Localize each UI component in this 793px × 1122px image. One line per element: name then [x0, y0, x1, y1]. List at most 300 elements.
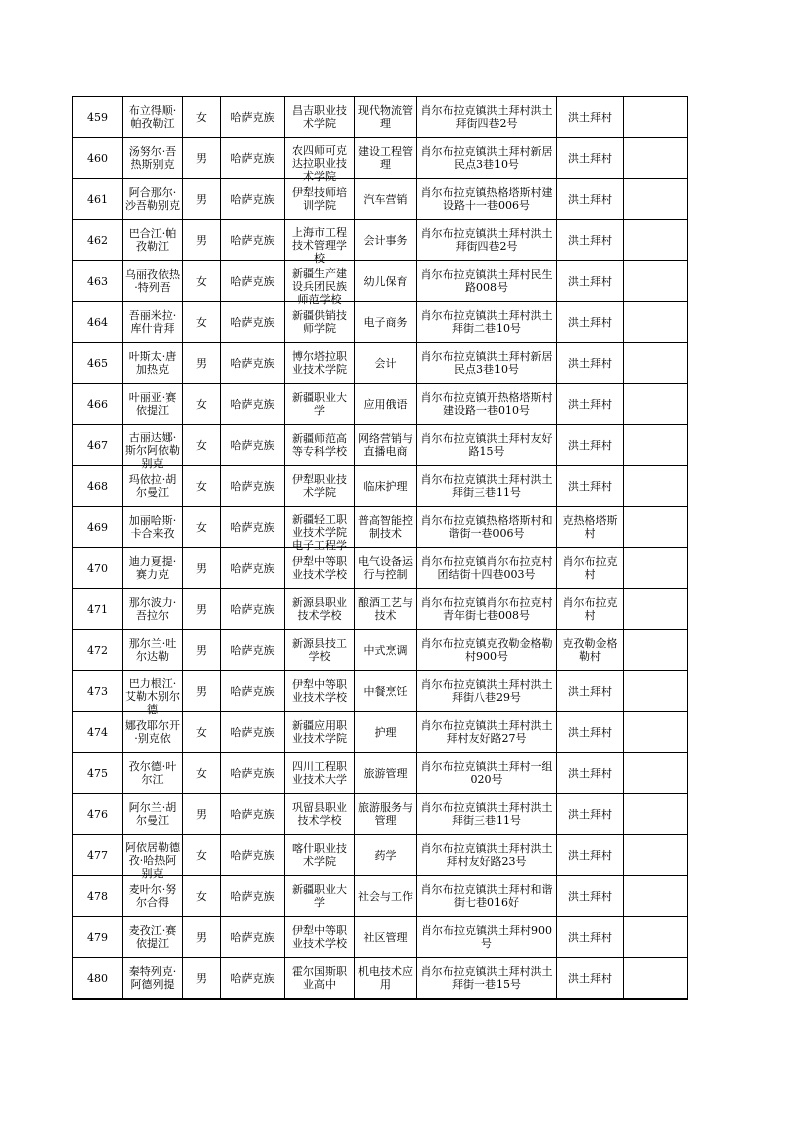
name-cell-text: 麦叶尔·努尔合得 — [128, 883, 177, 909]
gender-cell — [183, 507, 221, 548]
gender-cell-text: 女 — [196, 274, 207, 288]
village-cell — [557, 630, 624, 671]
village-cell-text: 洪土拜村 — [568, 110, 612, 124]
gender-cell — [183, 548, 221, 589]
village-cell — [557, 507, 624, 548]
address-cell-text: 肖尔布拉克镇热格塔斯村建设路十一巷006号 — [420, 186, 553, 212]
name-cell-text: 吾丽米拉·库什肯拜 — [128, 309, 177, 335]
major-cell — [355, 220, 417, 261]
name-cell-text: 叶斯太·唐加热克 — [128, 350, 177, 376]
gender-cell-text: 女 — [196, 479, 207, 493]
row-number-cell — [73, 712, 123, 753]
ethnicity-cell-text: 哈萨克族 — [230, 930, 275, 944]
address-cell-text: 肖尔布拉克镇洪土拜村洪土拜街三巷11号 — [420, 473, 553, 499]
note-cell — [624, 179, 688, 220]
major-cell-text: 中餐烹饪 — [363, 684, 408, 698]
table-row — [73, 548, 688, 589]
table-row — [73, 179, 688, 220]
row-number-cell — [73, 876, 123, 917]
table-row — [73, 958, 688, 1000]
school-cell-text: 新疆应用职业技术学院 — [292, 719, 347, 745]
school-cell-text: 新疆轻工职业技术学院电子工程学 — [292, 513, 347, 552]
name-cell — [123, 958, 183, 1000]
gender-cell — [183, 425, 221, 466]
school-cell — [285, 794, 355, 835]
ethnicity-cell-text: 哈萨克族 — [230, 889, 275, 903]
table-row — [73, 343, 688, 384]
name-cell-text: 叶丽亚·赛依提江 — [128, 391, 177, 417]
gender-cell-text: 女 — [196, 110, 207, 124]
address-cell-text: 肖尔布拉克镇洪土拜村洪土拜村友好路27号 — [420, 719, 553, 745]
school-cell-text: 四川工程职业技术大学 — [292, 760, 347, 786]
ethnicity-cell — [221, 507, 285, 548]
gender-cell-text: 男 — [196, 561, 207, 575]
ethnicity-cell — [221, 835, 285, 876]
school-cell-text: 伊犁职业技术学院 — [292, 473, 347, 499]
row-number-cell — [73, 630, 123, 671]
major-cell — [355, 753, 417, 794]
name-cell — [123, 548, 183, 589]
gender-cell-text: 女 — [196, 766, 207, 780]
village-cell-text: 洪土拜村 — [568, 151, 612, 165]
ethnicity-cell — [221, 876, 285, 917]
note-cell — [624, 589, 688, 630]
ethnicity-cell — [221, 97, 285, 138]
ethnicity-cell-text: 哈萨克族 — [230, 438, 275, 452]
row-number-cell-text: 461 — [87, 192, 108, 206]
note-cell — [624, 466, 688, 507]
gender-cell — [183, 179, 221, 220]
major-cell — [355, 917, 417, 958]
note-cell — [624, 835, 688, 876]
row-number-cell-text: 476 — [87, 807, 108, 821]
school-cell — [285, 917, 355, 958]
village-cell — [557, 179, 624, 220]
table-row — [73, 384, 688, 425]
major-cell — [355, 548, 417, 589]
ethnicity-cell-text: 哈萨克族 — [230, 110, 275, 124]
address-cell-text: 肖尔布拉克镇开热格塔斯村建设路一巷010号 — [420, 391, 553, 417]
major-cell — [355, 425, 417, 466]
gender-cell — [183, 917, 221, 958]
row-number-cell — [73, 302, 123, 343]
school-cell — [285, 302, 355, 343]
school-cell — [285, 671, 355, 712]
name-cell-text: 古丽达娜·斯尔阿依勒别克 — [125, 431, 180, 470]
school-cell — [285, 958, 355, 1000]
note-cell — [624, 302, 688, 343]
address-cell-text: 肖尔布拉克镇洪土拜村一组020号 — [420, 760, 553, 786]
note-cell — [624, 261, 688, 302]
major-cell — [355, 794, 417, 835]
note-cell — [624, 753, 688, 794]
table-row — [73, 97, 688, 138]
name-cell — [123, 589, 183, 630]
name-cell-text: 阿依居勒德孜·哈热阿别克 — [125, 841, 180, 880]
village-cell-text: 洪土拜村 — [568, 889, 612, 903]
table-row — [73, 261, 688, 302]
school-cell — [285, 589, 355, 630]
table-row — [73, 138, 688, 179]
address-cell-text: 肖尔布拉克镇洪土拜村和谐街七巷016好 — [420, 883, 553, 909]
row-number-cell — [73, 261, 123, 302]
school-cell-text: 伊犁中等职业技术学校 — [292, 924, 347, 950]
school-cell — [285, 97, 355, 138]
gender-cell — [183, 261, 221, 302]
name-cell — [123, 97, 183, 138]
row-number-cell-text: 467 — [87, 438, 108, 452]
school-cell-text: 昌吉职业技术学院 — [292, 104, 347, 130]
school-cell-text: 伊犁技师培训学院 — [292, 186, 347, 212]
address-cell — [417, 97, 557, 138]
village-cell-text: 肖尔布拉克村 — [562, 596, 618, 622]
ethnicity-cell-text: 哈萨克族 — [230, 643, 275, 657]
row-number-cell — [73, 220, 123, 261]
village-cell-text: 洪土拜村 — [568, 479, 612, 493]
school-cell-text: 农四师可克达拉职业技术学院 — [292, 144, 347, 183]
gender-cell — [183, 589, 221, 630]
address-cell — [417, 794, 557, 835]
ethnicity-cell-text: 哈萨克族 — [230, 520, 275, 534]
ethnicity-cell — [221, 261, 285, 302]
address-cell — [417, 384, 557, 425]
name-cell — [123, 220, 183, 261]
school-cell-text: 新源县技工学校 — [292, 637, 347, 663]
address-cell-text: 肖尔布拉克镇洪土拜村洪土拜街三巷11号 — [420, 801, 553, 827]
roster-table — [72, 96, 688, 1000]
row-number-cell-text: 468 — [87, 479, 108, 493]
village-cell — [557, 917, 624, 958]
address-cell — [417, 302, 557, 343]
row-number-cell-text: 478 — [87, 889, 108, 903]
gender-cell-text: 男 — [196, 233, 207, 247]
address-cell — [417, 917, 557, 958]
note-cell — [624, 712, 688, 753]
ethnicity-cell-text: 哈萨克族 — [230, 356, 275, 370]
table-row — [73, 671, 688, 712]
row-number-cell — [73, 425, 123, 466]
address-cell-text: 肖尔布拉克镇洪土拜村新居民点3巷10号 — [420, 145, 553, 171]
gender-cell — [183, 220, 221, 261]
major-cell — [355, 876, 417, 917]
name-cell — [123, 876, 183, 917]
roster-body — [73, 97, 688, 1000]
major-cell-text: 电气设备运行与控制 — [358, 555, 413, 581]
school-cell — [285, 507, 355, 552]
table-row — [73, 712, 688, 753]
ethnicity-cell-text: 哈萨克族 — [230, 848, 275, 862]
village-cell-text: 肖尔布拉克村 — [562, 555, 618, 581]
note-cell — [624, 425, 688, 466]
village-cell — [557, 97, 624, 138]
major-cell — [355, 179, 417, 220]
name-cell-text: 孜尔德·叶尔江 — [128, 760, 177, 786]
table-row — [73, 794, 688, 835]
name-cell — [123, 917, 183, 958]
school-cell-text: 博尔塔拉职业技术学院 — [292, 350, 347, 376]
major-cell-text: 临床护理 — [363, 479, 408, 493]
row-number-cell-text: 470 — [87, 561, 108, 575]
roster-sheet — [72, 96, 688, 1000]
address-cell-text: 肖尔布拉克镇洪土拜村洪土拜街二巷10号 — [420, 309, 553, 335]
ethnicity-cell-text: 哈萨克族 — [230, 479, 275, 493]
village-cell-text: 克孜勒金格勒村 — [562, 637, 618, 663]
school-cell — [285, 343, 355, 384]
gender-cell-text: 男 — [196, 930, 207, 944]
table-row — [73, 425, 688, 466]
note-cell — [624, 343, 688, 384]
row-number-cell-text: 472 — [87, 643, 108, 657]
ethnicity-cell — [221, 343, 285, 384]
school-cell — [285, 220, 355, 265]
school-cell-text: 霍尔国斯职业高中 — [292, 965, 347, 991]
gender-cell — [183, 958, 221, 1000]
school-cell — [285, 466, 355, 507]
note-cell — [624, 384, 688, 425]
major-cell-text: 酿酒工艺与技术 — [358, 596, 413, 622]
note-cell — [624, 97, 688, 138]
village-cell-text: 洪土拜村 — [568, 684, 612, 698]
name-cell-text: 娜孜耶尔开·别克依 — [125, 719, 180, 745]
name-cell-text: 那尔波力·吾拉尔 — [128, 596, 177, 622]
major-cell-text: 会计 — [374, 356, 397, 370]
gender-cell-text: 女 — [196, 520, 207, 534]
address-cell — [417, 507, 557, 548]
village-cell — [557, 589, 624, 630]
gender-cell-text: 男 — [196, 602, 207, 616]
village-cell-text: 克热格塔斯村 — [562, 514, 618, 540]
major-cell-text: 社区管理 — [363, 930, 408, 944]
village-cell-text: 洪土拜村 — [568, 930, 612, 944]
name-cell-text: 加丽哈斯·卡合来孜 — [128, 514, 177, 540]
major-cell-text: 会计事务 — [363, 233, 408, 247]
ethnicity-cell-text: 哈萨克族 — [230, 151, 275, 165]
school-cell — [285, 876, 355, 917]
village-cell-text: 洪土拜村 — [568, 356, 612, 370]
school-cell-text: 巩留县职业技术学校 — [292, 801, 347, 827]
name-cell — [123, 302, 183, 343]
ethnicity-cell-text: 哈萨克族 — [230, 684, 275, 698]
name-cell — [123, 261, 183, 302]
row-number-cell-text: 466 — [87, 397, 108, 411]
ethnicity-cell-text: 哈萨克族 — [230, 561, 275, 575]
name-cell-text: 玛依拉·胡尔曼江 — [128, 473, 177, 499]
name-cell-text: 阿合那尔·沙吾勒别克 — [125, 186, 180, 212]
address-cell-text: 肖尔布拉克镇肖尔布拉克村青年街七巷008号 — [420, 596, 553, 622]
address-cell — [417, 630, 557, 671]
village-cell — [557, 261, 624, 302]
village-cell-text: 洪土拜村 — [568, 192, 612, 206]
village-cell — [557, 220, 624, 261]
row-number-cell — [73, 917, 123, 958]
major-cell — [355, 835, 417, 876]
gender-cell-text: 男 — [196, 684, 207, 698]
row-number-cell-text: 463 — [87, 274, 108, 288]
address-cell-text: 肖尔布拉克镇洪土拜村友好路15号 — [420, 432, 553, 458]
address-cell-text: 肖尔布拉克镇洪土拜村洪土拜村友好路23号 — [420, 842, 553, 868]
major-cell-text: 幼儿保育 — [363, 274, 408, 288]
note-cell — [624, 917, 688, 958]
address-cell — [417, 548, 557, 589]
address-cell — [417, 835, 557, 876]
gender-cell-text: 男 — [196, 356, 207, 370]
major-cell-text: 网络营销与直播电商 — [358, 432, 413, 458]
name-cell — [123, 630, 183, 671]
row-number-cell-text: 480 — [87, 971, 108, 985]
village-cell — [557, 753, 624, 794]
village-cell-text: 洪土拜村 — [568, 274, 612, 288]
village-cell-text: 洪土拜村 — [568, 848, 612, 862]
ethnicity-cell — [221, 671, 285, 712]
address-cell — [417, 261, 557, 302]
village-cell — [557, 835, 624, 876]
school-cell-text: 新源县职业技术学校 — [292, 596, 347, 622]
note-cell — [624, 671, 688, 712]
ethnicity-cell — [221, 753, 285, 794]
village-cell — [557, 876, 624, 917]
gender-cell — [183, 876, 221, 917]
row-number-cell-text: 479 — [87, 930, 108, 944]
school-cell-text: 喀什职业技术学院 — [292, 842, 347, 868]
name-cell — [123, 794, 183, 835]
address-cell — [417, 466, 557, 507]
note-cell — [624, 876, 688, 917]
row-number-cell-text: 471 — [87, 602, 108, 616]
name-cell-text: 巴合江·帕孜勒江 — [128, 227, 177, 253]
row-number-cell — [73, 179, 123, 220]
ethnicity-cell — [221, 589, 285, 630]
village-cell — [557, 712, 624, 753]
ethnicity-cell — [221, 179, 285, 220]
address-cell — [417, 425, 557, 466]
address-cell-text: 肖尔布拉克镇肖尔布拉克村团结街十四巷003号 — [420, 555, 553, 581]
table-row — [73, 630, 688, 671]
note-cell — [624, 794, 688, 835]
school-cell — [285, 753, 355, 794]
row-number-cell — [73, 753, 123, 794]
name-cell-text: 迪力夏提·赛力克 — [128, 555, 177, 581]
major-cell — [355, 138, 417, 179]
school-cell-text: 上海市工程技术管理学校 — [292, 226, 347, 265]
major-cell-text: 机电技术应用 — [358, 965, 413, 991]
school-cell-text: 新疆职业大学 — [292, 391, 347, 417]
major-cell-text: 普高智能控制技术 — [358, 514, 413, 540]
ethnicity-cell-text: 哈萨克族 — [230, 602, 275, 616]
gender-cell — [183, 302, 221, 343]
major-cell — [355, 466, 417, 507]
row-number-cell — [73, 835, 123, 876]
row-number-cell-text: 469 — [87, 520, 108, 534]
gender-cell — [183, 835, 221, 876]
name-cell-text: 麦孜江·赛依提江 — [128, 924, 177, 950]
major-cell — [355, 671, 417, 712]
note-cell — [624, 507, 688, 548]
row-number-cell — [73, 138, 123, 179]
note-cell — [624, 220, 688, 261]
major-cell — [355, 343, 417, 384]
major-cell — [355, 589, 417, 630]
table-row — [73, 835, 688, 876]
school-cell-text: 伊犁中等职业技术学校 — [292, 555, 347, 581]
address-cell — [417, 343, 557, 384]
gender-cell-text: 男 — [196, 971, 207, 985]
ethnicity-cell — [221, 794, 285, 835]
gender-cell — [183, 794, 221, 835]
address-cell-text: 肖尔布拉克镇洪土拜村洪土拜街八巷29号 — [420, 678, 553, 704]
name-cell — [123, 138, 183, 179]
school-cell-text: 新疆生产建设兵团民族师范学校 — [292, 267, 347, 306]
major-cell — [355, 958, 417, 1000]
village-cell-text: 洪土拜村 — [568, 315, 612, 329]
major-cell-text: 建设工程管理 — [358, 145, 413, 171]
ethnicity-cell — [221, 302, 285, 343]
address-cell-text: 肖尔布拉克镇热格塔斯村和谐街一巷006号 — [420, 514, 553, 540]
row-number-cell-text: 475 — [87, 766, 108, 780]
ethnicity-cell — [221, 548, 285, 589]
gender-cell — [183, 630, 221, 671]
name-cell — [123, 343, 183, 384]
major-cell-text: 药学 — [374, 848, 397, 862]
major-cell — [355, 630, 417, 671]
row-number-cell — [73, 507, 123, 548]
major-cell-text: 电子商务 — [363, 315, 408, 329]
address-cell — [417, 753, 557, 794]
table-row — [73, 466, 688, 507]
address-cell — [417, 138, 557, 179]
village-cell-text: 洪土拜村 — [568, 766, 612, 780]
village-cell — [557, 343, 624, 384]
address-cell-text: 肖尔布拉克镇洪土拜村洪土拜街四巷2号 — [420, 227, 553, 253]
note-cell — [624, 138, 688, 179]
ethnicity-cell-text: 哈萨克族 — [230, 397, 275, 411]
address-cell — [417, 589, 557, 630]
village-cell-text: 洪土拜村 — [568, 233, 612, 247]
address-cell-text: 肖尔布拉克镇克孜勒金格勒村900号 — [420, 637, 553, 663]
village-cell — [557, 466, 624, 507]
village-cell — [557, 958, 624, 1000]
major-cell-text: 旅游服务与管理 — [358, 801, 413, 827]
ethnicity-cell-text: 哈萨克族 — [230, 725, 275, 739]
major-cell — [355, 97, 417, 138]
major-cell-text: 护理 — [374, 725, 397, 739]
row-number-cell-text: 459 — [87, 110, 108, 124]
gender-cell-text: 女 — [196, 397, 207, 411]
name-cell-text: 乌丽孜依热·特列吾 — [125, 268, 180, 294]
gender-cell-text: 女 — [196, 848, 207, 862]
address-cell-text: 肖尔布拉克镇洪土拜村900号 — [421, 924, 552, 950]
major-cell — [355, 712, 417, 753]
row-number-cell-text: 474 — [87, 725, 108, 739]
address-cell — [417, 179, 557, 220]
name-cell-text: 巴力根江·艾勒木别尔德 — [125, 677, 180, 716]
address-cell — [417, 958, 557, 1000]
school-cell-text: 新疆师范高等专科学校 — [292, 432, 347, 458]
gender-cell-text: 男 — [196, 643, 207, 657]
major-cell — [355, 384, 417, 425]
name-cell — [123, 179, 183, 220]
ethnicity-cell-text: 哈萨克族 — [230, 807, 275, 821]
gender-cell — [183, 97, 221, 138]
ethnicity-cell-text: 哈萨克族 — [230, 971, 275, 985]
gender-cell — [183, 753, 221, 794]
ethnicity-cell — [221, 384, 285, 425]
school-cell — [285, 712, 355, 753]
table-row — [73, 507, 688, 548]
name-cell — [123, 753, 183, 794]
row-number-cell — [73, 548, 123, 589]
name-cell-text: 秦特列克·阿德列提 — [128, 965, 177, 991]
ethnicity-cell — [221, 425, 285, 466]
